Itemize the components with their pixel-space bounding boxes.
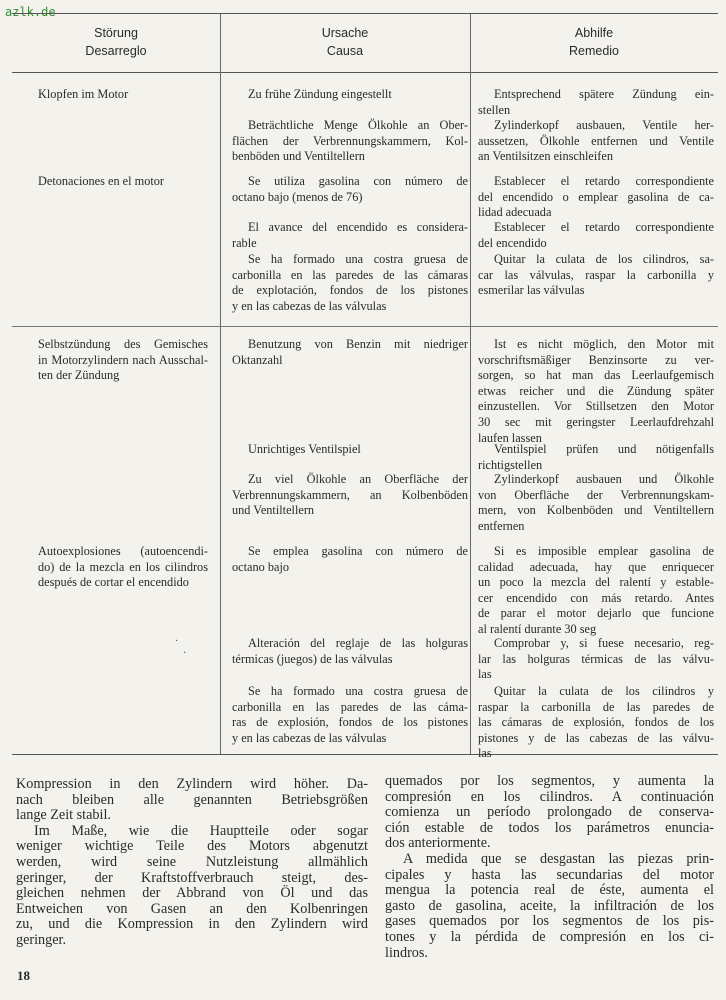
text-line: in Motorzylindern nach Ausschal- — [38, 352, 208, 367]
text-line: lidad adecuada — [478, 205, 552, 220]
text-line: Se ha formado una costra gruesa de — [248, 684, 468, 698]
text-line: Detonaciones en el motor — [38, 174, 165, 188]
text-line: laufen lassen — [478, 430, 542, 445]
text-line: compresión en los cilindros. A continuación — [385, 788, 714, 805]
fault-cell — [38, 174, 208, 190]
text-line: Se emplea gasolina con número de — [248, 544, 468, 558]
text-line: las — [478, 746, 492, 761]
text-line: las — [478, 667, 492, 682]
text-line: vorschriftsmäßiger Benzinsorte zu ver- — [478, 352, 714, 367]
remedy-cell — [478, 337, 714, 446]
remedy-cell — [478, 684, 714, 762]
text-line: Quitar la culata de los cilindros y — [494, 684, 714, 698]
text-line: Alteración del reglaje de las holguras — [248, 636, 468, 650]
text-line: Verbrennungskammern, an Kolbenböden — [232, 487, 468, 502]
cause-cell — [232, 220, 468, 251]
text-line: Zylinderkopf ausbauen und Ölkohle — [494, 472, 714, 486]
text-line: mengua la potencia real de éste, aumenta el — [385, 882, 714, 899]
text-line: y en las cabezas de las válvulas — [232, 298, 387, 313]
text-line: werden, wird seine Nutzleistung allmählich — [16, 853, 368, 870]
cause-cell — [232, 252, 468, 314]
text-line: Zu frühe Zündung eingestellt — [248, 87, 392, 101]
text-line: al ralentí durante 30 seg — [478, 621, 597, 636]
bottom-text-spanish — [385, 774, 714, 961]
print-speck: · — [175, 636, 179, 647]
header-cause: Ursache Causa — [321, 26, 369, 58]
text-line: nach bleiben alle genannten Betriebsgrößen — [16, 791, 368, 808]
cause-cell — [232, 87, 468, 103]
cause-cell — [232, 174, 468, 205]
column-divider — [220, 14, 221, 754]
text-line: las cámaras de explosión, fondos de los — [478, 715, 714, 730]
text-line: El avance del encendido es considera- — [248, 220, 468, 234]
text-line: gasto de gasolina, aceite, la infiltración de los — [385, 897, 714, 914]
text-line: Ventilspiel prüfen und nötigenfalls — [494, 442, 714, 456]
text-line: Zylinderkopf ausbauen, Ventile her- — [494, 118, 714, 132]
text-line: Si es imposible emplear gasolina de — [494, 544, 714, 558]
text-line: de parar el motor dejarlo que funcione — [478, 606, 714, 621]
text-line: mern, von Kolbenböden und Ventiltellern — [478, 503, 714, 518]
watermark: azlk.de — [5, 5, 56, 19]
bottom-text-german — [16, 777, 368, 949]
column-divider — [470, 14, 471, 754]
text-line: zu, und die Kompression in den Zylindern wird — [16, 916, 368, 933]
text-line: del encendido — [478, 235, 547, 250]
cause-cell — [232, 472, 468, 519]
text-line: lindros. — [385, 944, 428, 961]
cause-cell — [232, 337, 468, 368]
text-line: weniger wichtige Teile des Motors abgenutzt — [16, 838, 368, 855]
text-line: carbonilla en las paredes de las cáma- — [232, 699, 468, 714]
text-line: flächen der Verbrennungskammern, Kol- — [232, 133, 468, 148]
text-line: cipales y hasta las secundarias del motor — [385, 866, 714, 883]
text-line: ten der Zündung — [38, 368, 120, 383]
text-line: geringer. — [16, 931, 67, 948]
remedy-cell — [478, 472, 714, 534]
text-line: tones y la pérdida de compresión en los ci- — [385, 928, 714, 945]
remedy-cell — [478, 220, 714, 251]
text-line: rable — [232, 235, 257, 250]
text-line: después de cortar el encendido — [38, 575, 189, 590]
text-line: Comprobar y, si fuese necesario, reg- — [494, 636, 714, 650]
text-line: dos anteriormente. — [385, 835, 491, 852]
text-line: Se ha formado una costra gruesa de — [248, 252, 468, 266]
text-line: Selbstzündung des Gemisches — [38, 337, 208, 351]
text-line: ras de explosión, fondos de los pistones — [232, 715, 468, 730]
text-line: geringer, der Kraftstoffverbrauch steigt, des- — [16, 869, 368, 886]
text-line: etwas reicher und die Zündung später — [478, 383, 714, 398]
header-fault: Störung Desarreglo — [85, 26, 147, 58]
text-line: A medida que se desgastan las piezas prin- — [403, 850, 714, 867]
text-line: raspar la carbonilla de las paredes de — [478, 699, 714, 714]
remedy-cell — [478, 442, 714, 473]
text-line: de explotación, fondos de los pistones — [232, 283, 468, 298]
text-line: benböden und Ventiltellern — [232, 149, 365, 164]
text-line: del encendido o emplear gasolina de ca- — [478, 189, 714, 204]
text-line: Klopfen im Motor — [38, 87, 129, 101]
text-line: Im Maße, wie die Hauptteile oder sogar — [34, 822, 368, 839]
cause-cell — [232, 684, 468, 746]
fault-cell — [38, 87, 208, 103]
text-line: Beträchtliche Menge Ölkohle an Ober- — [248, 118, 468, 132]
text-line: car las válvulas, raspar la carbonilla y — [478, 267, 714, 282]
text-line: Autoexplosiones (autoencendi- — [38, 544, 208, 558]
cause-cell — [232, 118, 468, 165]
text-line: calidad adecuada, hay que enriquecer — [478, 559, 714, 574]
row-separator — [12, 326, 718, 327]
text-line: un poco la mezcla del ralentí y estable- — [478, 575, 714, 590]
text-line: Entweichen von Gasen an den Kolbenringen — [16, 900, 368, 917]
text-line: Zu viel Ölkohle an Oberfläche der — [248, 472, 468, 486]
text-line: esmerilar las válvulas — [478, 283, 585, 298]
text-line: Establecer el retardo correspondiente — [494, 174, 714, 188]
cause-cell — [232, 442, 468, 458]
text-line: entfernen — [478, 518, 525, 533]
text-line: quemados por los segmentos, y aumenta la — [385, 773, 714, 789]
text-line: 30 sec mit geringster Leerlaufdrehzahl — [478, 414, 714, 429]
text-line: stellen — [478, 102, 511, 117]
text-line: Oktanzahl — [232, 352, 283, 367]
remedy-cell — [478, 544, 714, 638]
text-line: Se utiliza gasolina con número de — [248, 174, 468, 188]
text-line: comienza un período prolongado de conserva- — [385, 804, 714, 821]
text-line: sorgen, so hat man das Leerlaufgemisch — [478, 368, 714, 383]
fault-cell — [38, 337, 208, 384]
text-line: octano bajo — [232, 559, 290, 574]
page-number: 18 — [17, 968, 30, 983]
text-line: pistones y de las cabezas de las válvu- — [478, 730, 714, 745]
text-line: Quitar la culata de los cilindros, sa- — [494, 252, 714, 266]
text-line: Entsprechend spätere Zündung ein- — [494, 87, 714, 101]
remedy-cell — [478, 174, 714, 221]
text-line: und Ventiltellern — [232, 503, 315, 518]
text-line: an Ventilsitzen einschleifen — [478, 149, 613, 164]
text-line: do) de la mezcla en los cilindros — [38, 559, 208, 574]
cause-cell — [232, 544, 468, 575]
text-line: von Oberfläche der Verbrennungskam- — [478, 487, 714, 502]
table-header — [12, 14, 718, 73]
text-line: y en las cabezas de las válvulas — [232, 730, 387, 745]
text-line: gases quemados por los segmentos de los pis- — [385, 913, 714, 930]
text-line: aussetzen, Ölkohle entfernen und Ventile — [478, 133, 714, 148]
text-line: carbonilla en las paredes de las cámaras — [232, 267, 468, 282]
cause-cell — [232, 636, 468, 667]
text-line: gleichen nehmen der Abbrand von Öl und das — [16, 885, 368, 902]
text-line: Ist es nicht möglich, den Motor mit — [494, 337, 714, 351]
text-line: Benutzung von Benzin mit niedriger — [248, 337, 468, 351]
text-line: lange Zeit stabil. — [16, 807, 111, 824]
text-line: térmicas (juegos) de las válvulas — [232, 651, 393, 666]
remedy-cell — [478, 87, 714, 118]
text-line: Kompression in den Zylindern wird höher. Da- — [16, 776, 368, 792]
text-line: Unrichtiges Ventilspiel — [248, 442, 361, 456]
print-speck: · — [183, 648, 187, 659]
text-line: cer encendido con más retardo. Antes — [478, 590, 714, 605]
text-line: octano bajo (menos de 76) — [232, 189, 363, 204]
remedy-cell — [478, 252, 714, 299]
fault-cell — [38, 544, 208, 591]
remedy-cell — [478, 636, 714, 683]
text-line: richtigstellen — [478, 457, 543, 472]
text-line: lar las holguras térmicas de las válvu- — [478, 651, 714, 666]
remedy-cell — [478, 118, 714, 165]
text-line: Establecer el retardo correspondiente — [494, 220, 714, 234]
text-line: ción estable de todos los parámetros enuncia- — [385, 819, 714, 836]
text-line: einzustellen. Vor Stillsetzen den Motor — [478, 399, 714, 414]
header-remedy: Abhilfe Remedio — [568, 26, 620, 58]
